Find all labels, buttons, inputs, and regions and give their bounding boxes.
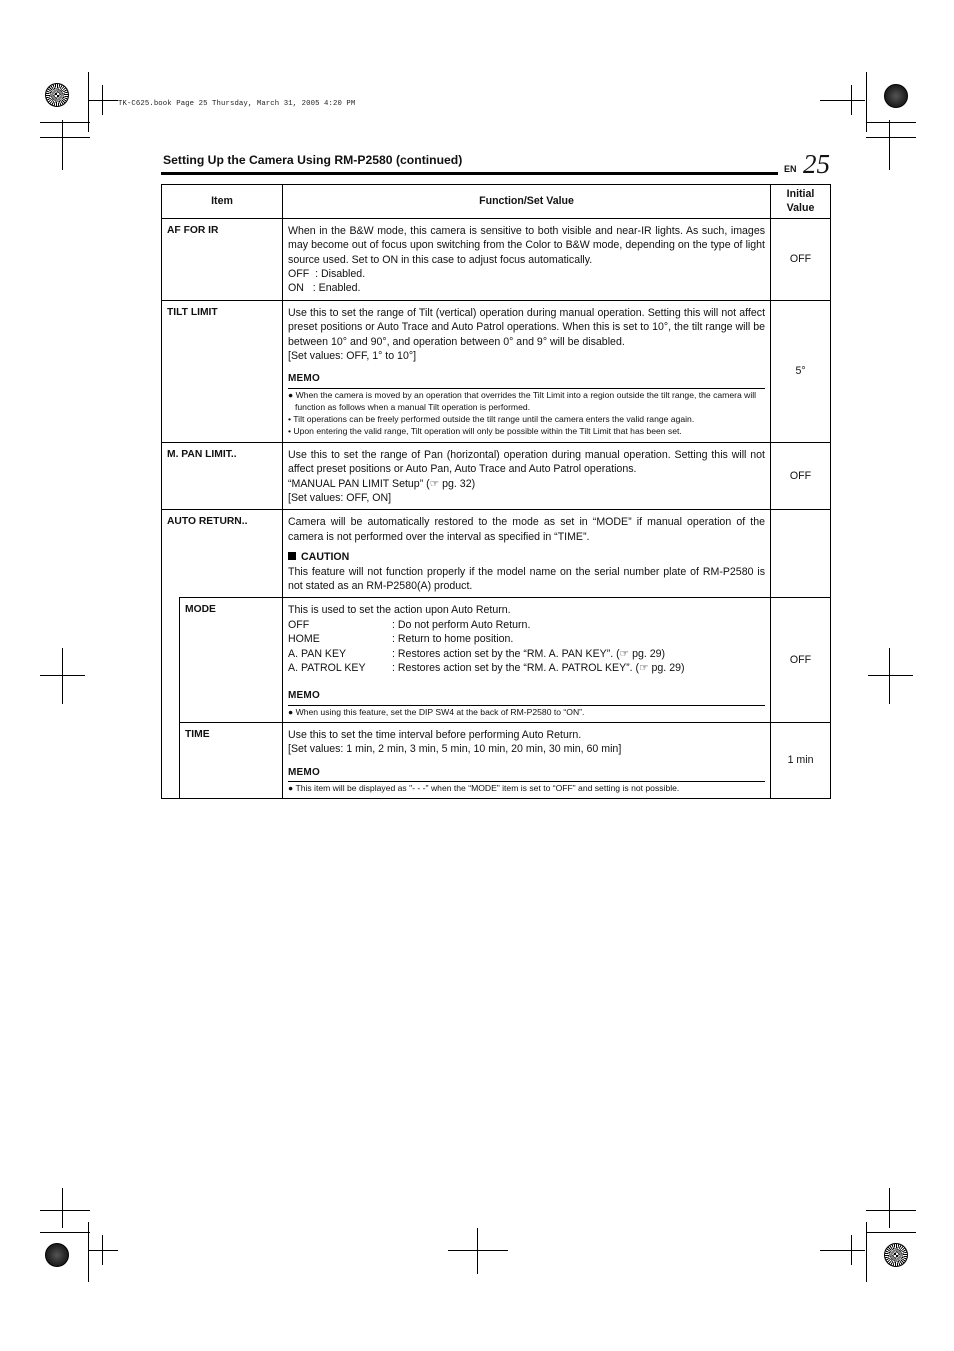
option-row <box>288 647 765 661</box>
option-key: A. PATROL KEY <box>288 661 366 674</box>
memo-note: ● When using this feature, set the DIP SW4 at the back of RM-P2580 to “ON”. <box>288 706 585 717</box>
language-label: EN <box>784 164 797 174</box>
function-cell <box>283 218 771 300</box>
registration-dial-icon <box>45 1243 69 1267</box>
caution-heading <box>288 550 765 564</box>
item-mode: MODE <box>180 598 283 723</box>
option-row <box>288 661 765 675</box>
item-m-pan-limit: M. PAN LIMIT.. <box>162 442 283 510</box>
table-row <box>162 598 831 723</box>
description: Use this to set the time interval before performing Auto Return. <box>288 728 582 741</box>
function-cell <box>283 510 771 598</box>
memo-note: • Tilt operations can be freely performed outside the tilt range until the camera enters the valid range again. <box>288 414 695 425</box>
column-header-item: Item <box>162 185 283 219</box>
table-row <box>162 300 831 442</box>
initial-value: 1 min <box>771 722 831 798</box>
header-rule <box>161 172 778 175</box>
page-title: Setting Up the Camera Using RM-P2580 (continued) <box>163 153 463 167</box>
item-auto-return: AUTO RETURN.. <box>162 510 283 598</box>
memo-note: • Upon entering the valid range, Tilt operation will only be possible within the Tilt Limit that has been set. <box>288 426 682 437</box>
description: Camera will be automatically restored to the mode as set in “MODE” if manual operation of the camera is not performed over the interval as specified in “TIME”. <box>288 516 766 543</box>
table-row <box>162 722 831 798</box>
function-cell <box>283 722 771 798</box>
option-key: OFF <box>288 618 310 631</box>
memo-heading: MEMO <box>288 372 765 388</box>
indent-gutter <box>162 722 180 798</box>
option-value: : Return to home position. <box>392 633 514 646</box>
column-header-initial: Initial Value <box>771 185 831 219</box>
description: Use this to set the range of Tilt (vertical) operation during manual operation. Setting this will not affect preset positions or Auto Trace and Auto Patrol operations. When this is set to 10°, the tilt range will be between 10° and 90°, and operation between 0° and 9° will be disabled. <box>288 306 766 348</box>
function-cell <box>283 598 771 723</box>
page-reference: “MANUAL PAN LIMIT Setup” (☞ pg. 32) <box>288 477 476 490</box>
option-row <box>288 618 765 632</box>
registration-dial-icon <box>884 84 908 108</box>
table-row <box>162 442 831 510</box>
initial-value: 5° <box>771 300 831 442</box>
initial-value: OFF <box>771 218 831 300</box>
memo-note: ● This item will be displayed as "- - -" when the “MODE” item is set to “OFF” and setting is not possible. <box>288 783 680 794</box>
caution-title: CAUTION <box>301 551 350 564</box>
option-value: : Restores action set by the “RM. A. PAN KEY”. (☞ pg. 29) <box>392 647 666 660</box>
memo-heading: MEMO <box>288 689 765 705</box>
print-info: TK-C625.book Page 25 Thursday, March 31, 2005 4:20 PM <box>118 100 356 108</box>
column-header-function: Function/Set Value <box>283 185 771 219</box>
caution-text: This feature will not function properly if the model name on the serial number plate of RM-P2580 is not stated as an RM-P2580(A) product. <box>288 565 766 592</box>
description: Use this to set the range of Pan (horizontal) operation during manual operation. Setting this will not affect preset positions or Auto Pan, Auto Trace and Auto Patrol operations. <box>288 448 766 476</box>
table-row <box>162 218 831 300</box>
caution-square-icon <box>288 552 296 560</box>
page-number: 25 <box>803 149 830 179</box>
option-off: OFF : Disabled. <box>288 268 366 281</box>
indent-gutter <box>162 598 180 723</box>
description: This is used to set the action upon Auto Return. <box>288 604 511 617</box>
table-row <box>162 510 831 598</box>
settings-table <box>161 184 830 799</box>
set-values: [Set values: OFF, 1° to 10°] <box>288 350 417 363</box>
option-key: A. PAN KEY <box>288 647 347 660</box>
option-key: HOME <box>288 633 320 646</box>
registration-dial-icon <box>45 83 69 107</box>
option-value: : Do not perform Auto Return. <box>392 618 531 631</box>
memo-note: ● When the camera is moved by an operation that overrides the Tilt Limit into a region outside the tilt range, the camera will function as follows when a manual Tilt operation is performed. <box>288 389 757 413</box>
initial-value <box>771 510 831 598</box>
option-value: : Restores action set by the “RM. A. PATROL KEY”. (☞ pg. 29) <box>392 661 685 674</box>
function-cell <box>283 442 771 510</box>
set-values: [Set values: 1 min, 2 min, 3 min, 5 min, 10 min, 20 min, 30 min, 60 min] <box>288 743 622 756</box>
item-af-for-ir: AF FOR IR <box>162 218 283 300</box>
initial-value: OFF <box>771 442 831 510</box>
option-row <box>288 632 765 646</box>
description: When in the B&W mode, this camera is sensitive to both visible and near-IR lights. As such, images may become out of focus upon switching from the Color to B&W mode, depending on the type of light source used. Set to ON in this case to adjust focus automatically. <box>288 224 766 266</box>
set-values: [Set values: OFF, ON] <box>288 491 392 504</box>
item-tilt-limit: TILT LIMIT <box>162 300 283 442</box>
initial-value: OFF <box>771 598 831 723</box>
memo-heading: MEMO <box>288 766 765 782</box>
function-cell <box>283 300 771 442</box>
item-time: TIME <box>180 722 283 798</box>
option-on: ON : Enabled. <box>288 282 361 295</box>
registration-dial-icon <box>884 1243 908 1267</box>
table-header-row <box>162 185 831 219</box>
